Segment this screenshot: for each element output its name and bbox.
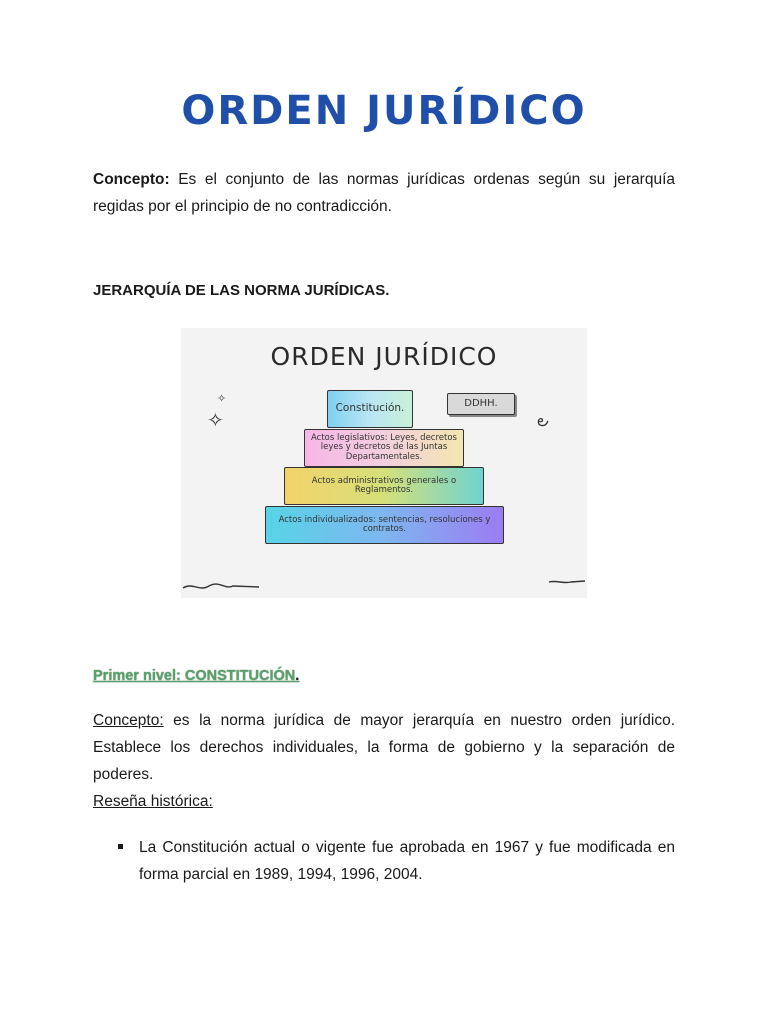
constitution-concept-label: Concepto: xyxy=(93,712,164,729)
page-title: ORDEN JURÍDICO xyxy=(181,88,587,134)
hierarchy-heading: JERARQUÍA DE LAS NORMA JURÍDICAS. xyxy=(93,282,390,299)
first-level-heading xyxy=(93,668,299,684)
pyramid-level-2: Actos legislativos: Leyes, decretos leyes y decretos de las Juntas Departamentales. xyxy=(304,429,464,467)
sparkle-icon: ✧ xyxy=(207,410,224,432)
history-label: Reseña histórica: xyxy=(93,793,213,810)
history-label-paragraph xyxy=(93,788,675,815)
pyramid-level-1: Constitución. xyxy=(327,390,413,428)
squiggle-decoration xyxy=(181,578,587,598)
concept-paragraph xyxy=(93,166,675,220)
concept-label: Concepto: xyxy=(93,171,170,188)
ddhh-tag: DDHH. xyxy=(447,393,515,415)
sparkle-icon: ✧ xyxy=(217,393,227,405)
first-level-heading-text: Primer nivel: CONSTITUCIÓN xyxy=(93,668,296,684)
figure-title: ORDEN JURÍDICO xyxy=(270,342,498,371)
pyramid-level-4: Actos individualizados: sentencias, resoluciones y contratos. xyxy=(265,506,504,544)
history-bullet-item: La Constitución actual o vigente fue aprobada en 1967 y fue modificada en forma parcial en 1989, 1994, 1996, 2004. xyxy=(118,834,675,888)
pyramid-level-3: Actos administrativos generales o Reglamentos. xyxy=(284,467,484,505)
hierarchy-pyramid-figure xyxy=(181,328,587,598)
constitution-concept-paragraph xyxy=(93,707,675,788)
concept-text: Es el conjunto de las normas jurídicas ordenas según su jerarquía regidas por el principio de no contradicción. xyxy=(93,171,675,215)
constitution-concept-text: es la norma jurídica de mayor jerarquía en nuestro orden jurídico. Establece los derechos individuales, la forma de gobierno y la separación de poderes. xyxy=(93,712,675,783)
first-level-heading-suffix: . xyxy=(295,668,300,684)
swirl-icon: ౿ xyxy=(537,413,549,430)
